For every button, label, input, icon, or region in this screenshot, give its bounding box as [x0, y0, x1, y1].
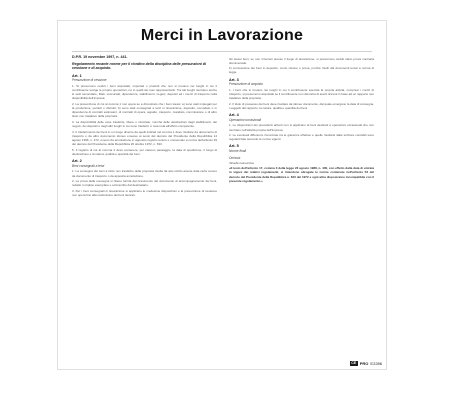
article-heading: Art. 1: [72, 73, 82, 78]
article-paragraph: 3. La disponibilità delle cose trasferite, libere o vincolate, nonché delle destinazioni degli stabilimenti, dei negozi, dei depositi e degli altri luoghi in cui sono trasferiti, è resa nota all'ufficio competente.: [72, 120, 217, 129]
article-subheading: Norme finali: [229, 148, 247, 153]
article-paragraph: 2. Il titolo di possesso dei beni deve risultare da idoneo documento, dal quale emergano la data di consegna, i soggetti del rapporto, la natura, qualità e quantità dei beni.: [229, 101, 374, 110]
brand-logo: CE: [351, 361, 357, 366]
article-paragraph: 4. Il trasferimento dei beni in un luogo diverso da quelli indicati nel comma 1 deve risultare da documento di trasporto o da altro documento idoneo emesso ai sensi del decreto del Presidente della Repubblica 14 agosto 1996, n. 472, ovvero da annotazione in apposito registro tenuto e conservato a norma dell'articolo 39 del decreto del Presidente della Repubblica 26 ottobre 1972, n. 633.: [72, 129, 217, 147]
article-paragraph: 1. Si presumono ceduti i beni acquistati, importati o prodotti che non si trovano nei luoghi in cui il contribuente svolge le proprie operazioni, né in quelli dei suoi rappresentanti. Tra tali luoghi rientrano anche le sedi secondarie, filiali, succursali, dipendenze, stabilimenti, negozi, depositi ed i mezzi di trasporto nella disponibilità dell'impresa.: [72, 84, 217, 101]
notice-poster: [57, 20, 387, 370]
decree-reference: D.P.R. 19 novembre 1997, n. 441.: [72, 55, 128, 59]
decree-subtitle: Regolamento recante norme per il riordino della disciplina delle presunzioni di cessione e di acquisto.: [72, 61, 206, 71]
article-paragraph: 1. Le disposizioni dei precedenti articoli non si applicano ai beni destinati a operazioni occasionali che non rientrano nell'attività propria dell'impresa.: [229, 123, 374, 132]
note-subheading: Tabella riassuntiva: [229, 161, 254, 166]
article-heading: Art. 2: [72, 159, 82, 164]
article-paragraph: 1. I beni che si trovano nei luoghi in cui il contribuente esercita la propria attività, compresi i mezzi di trasporto, si presumono acquistati se il contribuente non dimostra di averli ricevuti in base ad un rapporto non traslativo della proprietà.: [229, 87, 374, 101]
article-paragraph: 2. La prova della consegna si ritiene fornita dal ricevimento del documento di accompagnamento dei beni, redatto in triplice esemplare e sottoscritto dal destinatario.: [72, 179, 217, 188]
article-subheading: Presunzione di cessione: [72, 78, 107, 83]
note-heading: Omissis: [229, 156, 241, 161]
legal-note: «Il testo dell'articolo 17, comma 3 della legge 23 agosto 1988, n. 400, con effetto dalla data di entrata in vigore dei relativi regolamenti, si intendono abrogate le norme contenute nell'articolo 53 del decreto del Presidente della Repubblica n. 633 del 1972 e ogni altra disposizione incompatibile con il presente regolamento.»: [229, 166, 374, 183]
left-column: [72, 55, 217, 335]
article-subheading: Operazioni occasionali: [229, 117, 262, 122]
article-heading: Art. 4: [229, 113, 239, 118]
article-heading: Art. 5: [229, 144, 239, 149]
article-subheading: Beni consegnati a terzi: [72, 163, 105, 168]
article-heading: Art. 3: [229, 77, 239, 82]
article-paragraph: Gli stessi beni, se non rinvenuti presso il luogo di lavorazione, si presumono ceduti salvo prova contraria documentale.: [229, 56, 374, 65]
product-code: E2286: [370, 360, 382, 366]
article-paragraph: 2. Le eventuali differenze riscontrate tra le giacenze effettive e quelle risultanti dalle scritture contabili sono regolarizzate secondo le norme vigenti.: [229, 133, 374, 142]
article-subheading: Presunzione di acquisto: [229, 82, 263, 87]
article-paragraph: 2. La presunzione di cui al comma 1 non opera se è dimostrato che i beni stessi: a) sono stati impiegati per la produzione, perduti o distrutti; b) sono stati consegnati a terzi in lavorazione, deposito, comodato o in dipendenza di contratti estimatori, di contratti di opera, appalto, trasporto, mandato, commissione o di altro titolo non traslativo della proprietà.: [72, 102, 217, 119]
article-paragraph: 5. Il registro di cui al comma 4 deve contenere, per ciascun passaggio, la data di spedizione, il luogo di destinazione e la natura, qualità e quantità dei beni.: [72, 147, 217, 156]
title-divider: [72, 51, 372, 52]
article-paragraph: b) concessione dei beni in deposito, conto visione o prova, purché risulti dai documenti tenuti a norma di legge.: [229, 66, 374, 75]
brand-suffix: PRO: [359, 360, 369, 366]
right-column: [229, 55, 374, 335]
article-paragraph: 1. La consegna dei beni a titolo non traslativo della proprietà risulta da atto scritto avente data certa ovvero da documento di trasporto o da apposita annotazione.: [72, 169, 217, 178]
page-title: Merci in Lavorazione: [140, 27, 304, 44]
footer: [350, 361, 382, 366]
article-paragraph: 3. Per i beni consegnati in lavorazione si applicano le medesime disposizioni e la presunzione di cessione non opera fino alla restituzione dei beni lavorati.: [72, 189, 217, 198]
